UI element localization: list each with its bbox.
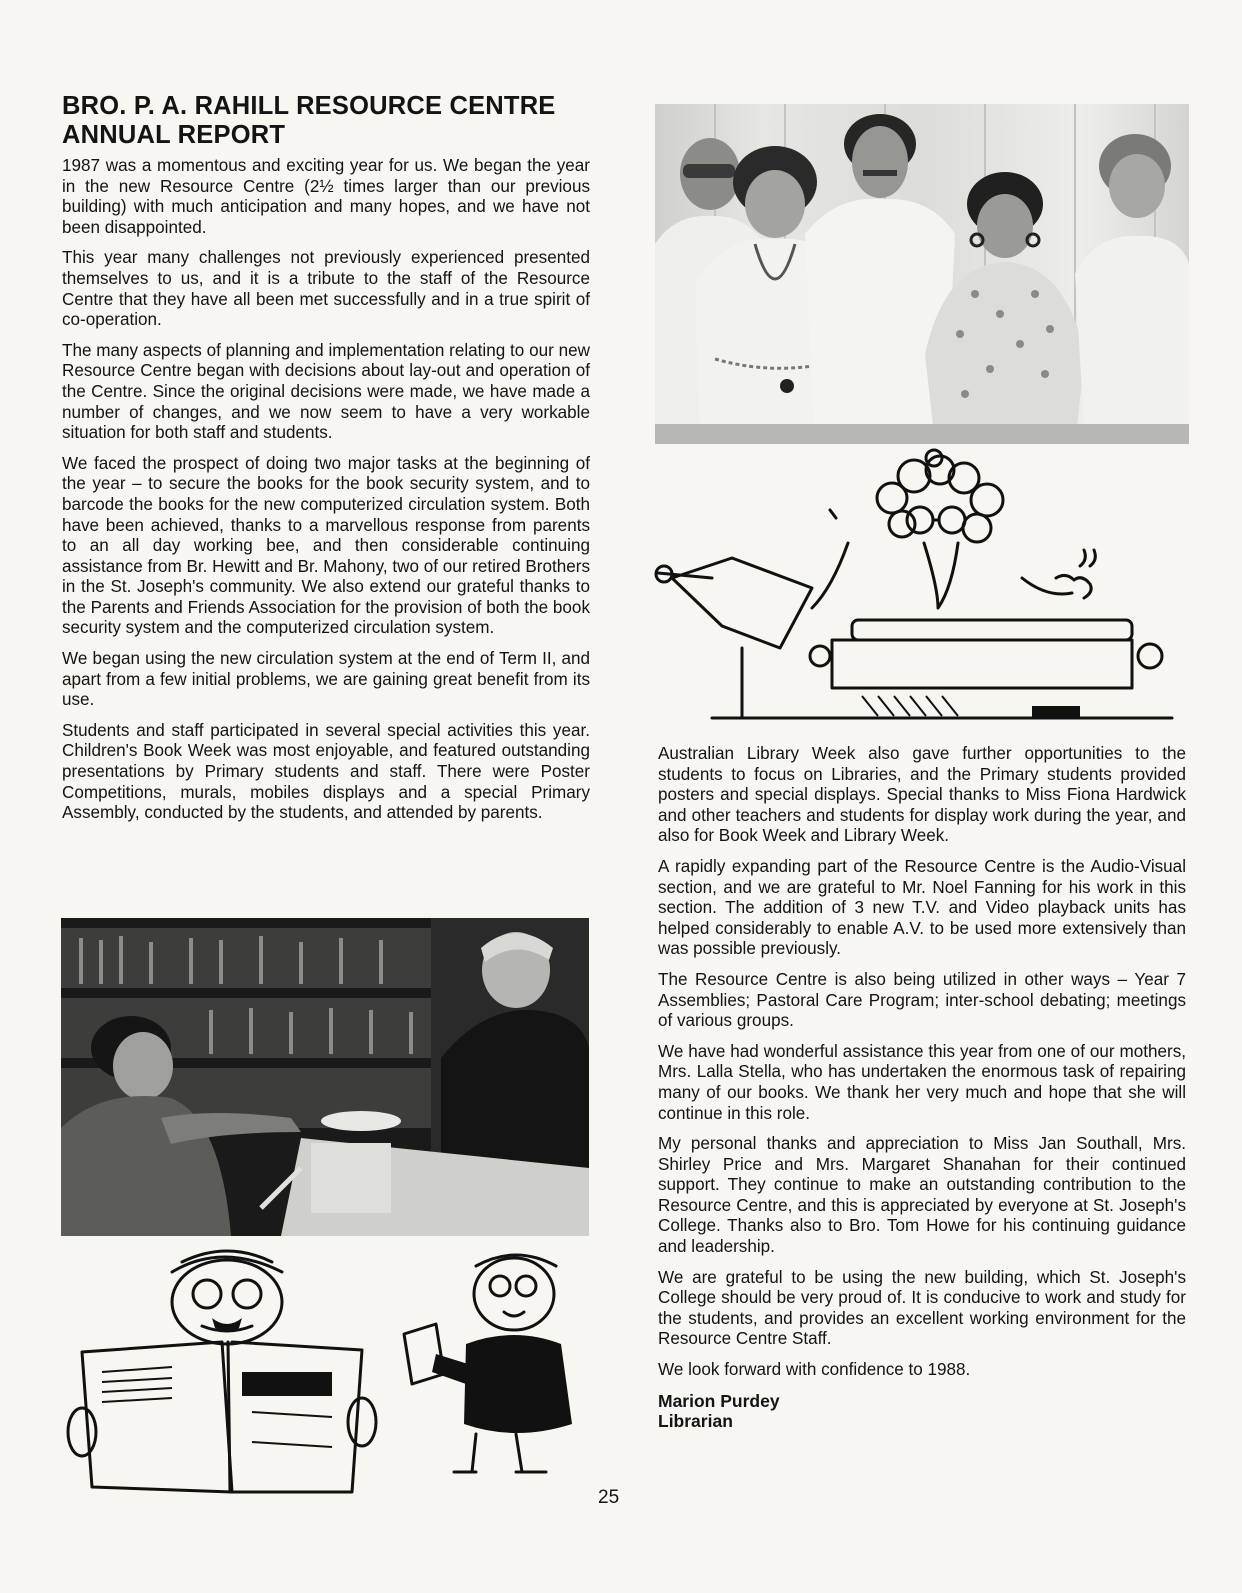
paragraph: 1987 was a momentous and exciting year for us. We began the year in the new Resource Centre (2½ times larger than our previous building) with much anticipation and many hopes, and we have not been disappointed.: [62, 156, 590, 237]
paragraph: Australian Library Week also gave further opportunities to the students to focus on Libraries, and the Primary students provided posters and special displays. Special thanks to Miss Fiona Hardwick and other teachers and students for display work during the year, and also for Book Week and Library Week.: [658, 744, 1186, 846]
page-title: BRO. P. A. RAHILL RESOURCE CENTRE ANNUAL REPORT: [62, 92, 556, 149]
staff-group-photo: [655, 104, 1189, 444]
typewriter-cartoon: [652, 448, 1192, 730]
circulation-desk-photo: [61, 918, 589, 1236]
paragraph: The Resource Centre is also being utilized in other ways – Year 7 Assemblies; Pastoral Care Program; inter-school debating; meetings of various groups.: [658, 969, 1186, 1031]
signature-name: Marion Purdey: [658, 1390, 780, 1411]
left-column: [62, 92, 590, 834]
paragraph: The many aspects of planning and implementation relating to our new Resource Centre began with decisions about lay-out and operation of the Centre. Since the original decisions were made, we have made a number of changes, and we now seem to have a very workable situation for both staff and students.: [62, 340, 590, 443]
paragraph: This year many challenges not previously experienced presented themselves to us, and it is a tribute to the staff of the Resource Centre that they have all been met successfully and in a true spirit of co-operation.: [62, 248, 590, 330]
boy-with-book-cartoon: [396, 1244, 592, 1482]
newspaper-reader-cartoon: [62, 1242, 402, 1497]
paragraph: We have had wonderful assistance this year from one of our mothers, Mrs. Lalla Stella, who has undertaken the enormous task of repairing many of our books. We thank her very much and hope that she will continue in this role.: [658, 1041, 1186, 1123]
signature-role: Librarian: [658, 1411, 733, 1432]
paragraph: We began using the new circulation system at the end of Term II, and apart from a few initial problems, we are gaining great benefit from its use.: [62, 649, 590, 710]
paragraph: We are grateful to be using the new building, which St. Joseph's College should be very proud of. It is conducive to work and study for the students, and provides an excellent working environment for the Resource Centre Staff.: [658, 1267, 1186, 1349]
paragraph: My personal thanks and appreciation to Miss Jan Southall, Mrs. Shirley Price and Mrs. Margaret Shanahan for their continued support. They continue to make an outstanding contribution to the Resource Centre, and this is appreciated by everyone at St. Joseph's College. Thanks also to Bro. Tom Howe for his continuing guidance and leadership.: [658, 1134, 1186, 1257]
paragraph: We look forward with confidence to 1988.: [658, 1360, 971, 1380]
paragraph: Students and staff participated in several special activities this year. Children's Book Week was most enjoyable, and featured outstanding presentations by Primary students and staff. There were Poster Competitions, murals, mobiles displays and a special Primary Assembly, conducted by the students, and attended by parents.: [62, 720, 590, 823]
page-number: 25: [598, 1487, 620, 1508]
right-column: [658, 744, 1186, 1432]
paragraph: We faced the prospect of doing two major tasks at the beginning of the year – to secure the books for the book security system, and to barcode the books for the new computerized circulation system. Both have been achieved, thanks to a marvellous response from parents to an all day working bee, and then considerable continuing assistance from Br. Hewitt and Br. Mahony, two of our retired Brothers in the St. Joseph's community. We also extend our grateful thanks to the Parents and Friends Association for the provision of both the book security system and the computerized circulation system.: [62, 453, 590, 638]
paragraph: A rapidly expanding part of the Resource Centre is the Audio-Visual section, and we are grateful to Mr. Noel Fanning for his work in this section. The addition of 3 new T.V. and Video playback units has helped considerably to enable A.V. to be used more extensively than was possible previously.: [658, 856, 1186, 959]
